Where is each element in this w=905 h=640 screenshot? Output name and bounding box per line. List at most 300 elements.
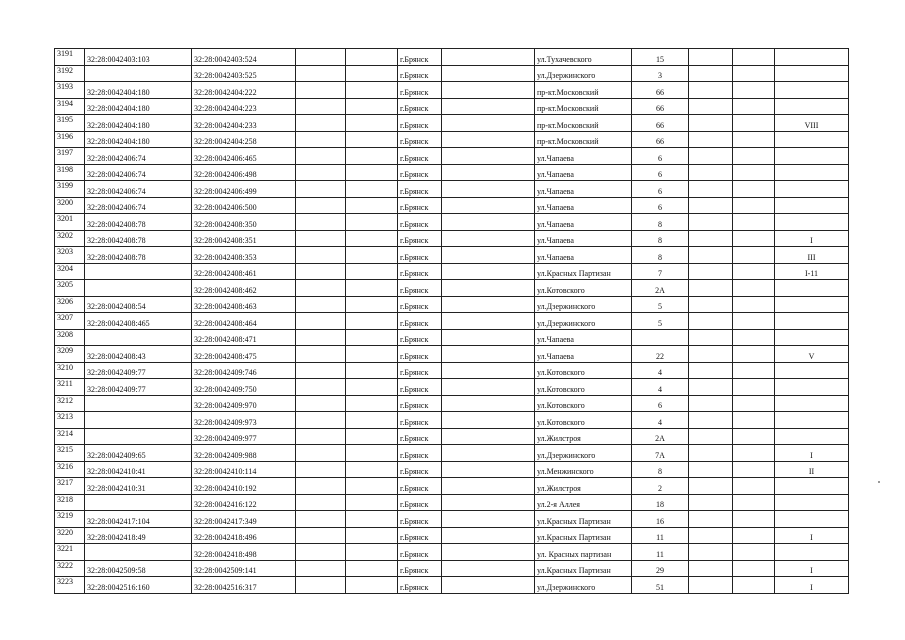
cell-row-number: 3202: [55, 230, 85, 247]
cell-premises-note: [775, 131, 849, 148]
cell-street: ул.Чапаева: [535, 197, 632, 214]
table-row: [55, 214, 849, 231]
cell-house-number: 2: [632, 478, 689, 495]
cell-cadastral-number: 32:28:0042417:349: [192, 511, 296, 528]
cell-street: ул.Дзержинского: [535, 577, 632, 594]
cell-empty: [733, 164, 775, 181]
cell-empty: [296, 544, 346, 561]
cell-cadastral-parent: 32:28:0042404:180: [85, 131, 192, 148]
cell-row-number: 3221: [55, 544, 85, 561]
cell-empty: [733, 313, 775, 330]
cell-empty: [296, 280, 346, 297]
table-row: [55, 115, 849, 132]
cell-row-number: 3204: [55, 263, 85, 280]
cell-empty: [442, 478, 535, 495]
cell-city: г.Брянск: [398, 511, 442, 528]
cell-empty: [689, 362, 733, 379]
cell-street: пр-кт.Московский: [535, 98, 632, 115]
cell-cadastral-number: 32:28:0042408:471: [192, 329, 296, 346]
cell-cadastral-number: 32:28:0042409:973: [192, 412, 296, 429]
cell-cadastral-number: 32:28:0042410:114: [192, 461, 296, 478]
cell-cadastral-parent: [85, 280, 192, 297]
cell-city: г.Брянск: [398, 379, 442, 396]
cell-cadastral-number: 32:28:0042403:525: [192, 65, 296, 82]
cell-cadastral-parent: [85, 329, 192, 346]
table-row: [55, 461, 849, 478]
cell-empty: [733, 329, 775, 346]
cell-house-number: 11: [632, 527, 689, 544]
cell-empty: [689, 296, 733, 313]
cell-street: ул.Красных Партизан: [535, 527, 632, 544]
table-row: [55, 247, 849, 264]
cell-empty: [689, 197, 733, 214]
cell-empty: [442, 560, 535, 577]
cell-empty: [442, 346, 535, 363]
cell-city: г.Брянск: [398, 362, 442, 379]
cell-street: пр-кт.Московский: [535, 115, 632, 132]
cell-city: г.Брянск: [398, 412, 442, 429]
property-registry-table: [54, 48, 849, 594]
cell-cadastral-number: 32:28:0042404:223: [192, 98, 296, 115]
cell-cadastral-parent: 32:28:0042418:49: [85, 527, 192, 544]
cell-premises-note: [775, 98, 849, 115]
cell-empty: [296, 577, 346, 594]
cell-empty: [296, 560, 346, 577]
cell-city: г.Брянск: [398, 346, 442, 363]
cell-premises-note: [775, 494, 849, 511]
cell-empty: [442, 313, 535, 330]
table-body: [55, 49, 849, 594]
table-row: [55, 445, 849, 462]
cell-empty: [346, 577, 398, 594]
cell-city: г.Брянск: [398, 428, 442, 445]
cell-empty: [346, 148, 398, 165]
cell-premises-note: [775, 544, 849, 561]
table-row: [55, 412, 849, 429]
cell-cadastral-number: 32:28:0042403:524: [192, 49, 296, 66]
cell-cadastral-number: 32:28:0042406:498: [192, 164, 296, 181]
cell-cadastral-number: 32:28:0042408:461: [192, 263, 296, 280]
table-row: [55, 131, 849, 148]
cell-premises-note: [775, 395, 849, 412]
cell-empty: [689, 230, 733, 247]
cell-city: г.Брянск: [398, 148, 442, 165]
cell-row-number: 3219: [55, 511, 85, 528]
cell-empty: [689, 577, 733, 594]
cell-empty: [346, 115, 398, 132]
cell-empty: [346, 98, 398, 115]
cell-street: ул.Котовского: [535, 379, 632, 396]
cell-cadastral-parent: 32:28:0042410:41: [85, 461, 192, 478]
cell-cadastral-number: 32:28:0042404:222: [192, 82, 296, 99]
cell-city: г.Брянск: [398, 131, 442, 148]
cell-house-number: 6: [632, 148, 689, 165]
cell-city: г.Брянск: [398, 263, 442, 280]
cell-empty: [733, 230, 775, 247]
cell-premises-note: [775, 379, 849, 396]
cell-empty: [346, 82, 398, 99]
cell-city: г.Брянск: [398, 478, 442, 495]
cell-empty: [733, 296, 775, 313]
cell-street: ул.Чапаева: [535, 164, 632, 181]
cell-city: г.Брянск: [398, 115, 442, 132]
cell-empty: [689, 181, 733, 198]
cell-row-number: 3195: [55, 115, 85, 132]
cell-street: ул.Котовского: [535, 395, 632, 412]
cell-cadastral-number: 32:28:0042410:192: [192, 478, 296, 495]
cell-empty: [689, 395, 733, 412]
cell-empty: [442, 181, 535, 198]
cell-row-number: 3193: [55, 82, 85, 99]
cell-city: г.Брянск: [398, 560, 442, 577]
cell-premises-note: I: [775, 577, 849, 594]
cell-empty: [296, 247, 346, 264]
table-row: [55, 494, 849, 511]
table-row: [55, 98, 849, 115]
cell-empty: [442, 49, 535, 66]
cell-house-number: 4: [632, 362, 689, 379]
cell-street: пр-кт.Московский: [535, 82, 632, 99]
cell-empty: [346, 560, 398, 577]
cell-row-number: 3223: [55, 577, 85, 594]
cell-cadastral-parent: [85, 395, 192, 412]
cell-premises-note: [775, 428, 849, 445]
cell-empty: [689, 527, 733, 544]
cell-empty: [296, 214, 346, 231]
cell-house-number: 5: [632, 296, 689, 313]
cell-premises-note: III: [775, 247, 849, 264]
cell-house-number: 8: [632, 461, 689, 478]
cell-cadastral-parent: 32:28:0042516:160: [85, 577, 192, 594]
cell-premises-note: [775, 280, 849, 297]
cell-empty: [442, 379, 535, 396]
table-row: [55, 164, 849, 181]
table-row: [55, 544, 849, 561]
table-row: [55, 49, 849, 66]
cell-empty: [442, 395, 535, 412]
cell-empty: [296, 164, 346, 181]
cell-empty: [442, 494, 535, 511]
cell-empty: [442, 115, 535, 132]
cell-empty: [296, 98, 346, 115]
table-row: [55, 560, 849, 577]
cell-empty: [689, 379, 733, 396]
cell-premises-note: [775, 181, 849, 198]
cell-house-number: 66: [632, 131, 689, 148]
cell-premises-note: [775, 296, 849, 313]
cell-cadastral-number: 32:28:0042409:970: [192, 395, 296, 412]
cell-street: ул.Дзержинского: [535, 65, 632, 82]
cell-empty: [296, 49, 346, 66]
cell-empty: [689, 478, 733, 495]
cell-house-number: 4: [632, 412, 689, 429]
cell-cadastral-parent: [85, 65, 192, 82]
cell-street: ул.Дзержинского: [535, 296, 632, 313]
cell-premises-note: [775, 197, 849, 214]
cell-row-number: 3213: [55, 412, 85, 429]
cell-empty: [689, 49, 733, 66]
cell-cadastral-parent: 32:28:0042406:74: [85, 164, 192, 181]
cell-empty: [296, 230, 346, 247]
cell-empty: [442, 247, 535, 264]
cell-cadastral-parent: 32:28:0042509:58: [85, 560, 192, 577]
table-row: [55, 362, 849, 379]
cell-empty: [296, 313, 346, 330]
cell-street: ул.Чапаева: [535, 247, 632, 264]
cell-empty: [733, 131, 775, 148]
cell-city: г.Брянск: [398, 82, 442, 99]
cell-empty: [689, 494, 733, 511]
cell-house-number: 6: [632, 395, 689, 412]
cell-empty: [689, 98, 733, 115]
cell-empty: [689, 131, 733, 148]
cell-empty: [296, 428, 346, 445]
cell-house-number: 4: [632, 379, 689, 396]
table-row: [55, 577, 849, 594]
cell-empty: [346, 511, 398, 528]
cell-empty: [296, 412, 346, 429]
cell-empty: [442, 329, 535, 346]
cell-city: г.Брянск: [398, 49, 442, 66]
cell-house-number: 11: [632, 544, 689, 561]
cell-street: ул.Чапаева: [535, 214, 632, 231]
cell-cadastral-parent: 32:28:0042406:74: [85, 148, 192, 165]
cell-empty: [733, 379, 775, 396]
cell-empty: [346, 230, 398, 247]
cell-premises-note: [775, 164, 849, 181]
cell-empty: [689, 82, 733, 99]
cell-empty: [689, 214, 733, 231]
cell-cadastral-number: 32:28:0042408:351: [192, 230, 296, 247]
cell-empty: [346, 329, 398, 346]
cell-empty: [733, 263, 775, 280]
table-row: [55, 197, 849, 214]
cell-empty: [442, 214, 535, 231]
cell-empty: [296, 527, 346, 544]
table-row: [55, 527, 849, 544]
cell-premises-note: [775, 148, 849, 165]
cell-house-number: 66: [632, 82, 689, 99]
cell-street: ул.Чапаева: [535, 148, 632, 165]
cell-empty: [296, 346, 346, 363]
cell-cadastral-parent: 32:28:0042403:103: [85, 49, 192, 66]
cell-house-number: 15: [632, 49, 689, 66]
cell-empty: [442, 82, 535, 99]
cell-street: ул.Котовского: [535, 412, 632, 429]
cell-cadastral-number: 32:28:0042409:746: [192, 362, 296, 379]
cell-row-number: 3197: [55, 148, 85, 165]
cell-empty: [346, 395, 398, 412]
cell-cadastral-parent: 32:28:0042408:54: [85, 296, 192, 313]
cell-empty: [346, 412, 398, 429]
cell-premises-note: [775, 65, 849, 82]
cell-street: ул.Тухачевского: [535, 49, 632, 66]
cell-cadastral-number: 32:28:0042408:463: [192, 296, 296, 313]
cell-empty: [442, 263, 535, 280]
cell-empty: [442, 527, 535, 544]
cell-empty: [733, 511, 775, 528]
table-row: [55, 65, 849, 82]
cell-empty: [346, 461, 398, 478]
cell-house-number: 6: [632, 197, 689, 214]
cell-street: ул.Жилстроя: [535, 428, 632, 445]
cell-cadastral-number: 32:28:0042418:498: [192, 544, 296, 561]
cell-row-number: 3208: [55, 329, 85, 346]
cell-row-number: 3194: [55, 98, 85, 115]
cell-city: г.Брянск: [398, 313, 442, 330]
cell-empty: [346, 280, 398, 297]
cell-row-number: 3192: [55, 65, 85, 82]
cell-empty: [689, 148, 733, 165]
cell-cadastral-number: 32:28:0042516:317: [192, 577, 296, 594]
cell-empty: [442, 461, 535, 478]
cell-empty: [296, 478, 346, 495]
cell-cadastral-parent: 32:28:0042406:74: [85, 181, 192, 198]
cell-cadastral-number: 32:28:0042416:122: [192, 494, 296, 511]
cell-empty: [442, 131, 535, 148]
cell-empty: [346, 197, 398, 214]
cell-empty: [733, 65, 775, 82]
cell-street: ул.Чапаева: [535, 329, 632, 346]
cell-empty: [733, 197, 775, 214]
cell-cadastral-number: 32:28:0042418:496: [192, 527, 296, 544]
cell-house-number: 66: [632, 115, 689, 132]
cell-house-number: [632, 329, 689, 346]
cell-empty: [733, 82, 775, 99]
cell-cadastral-number: 32:28:0042406:500: [192, 197, 296, 214]
cell-empty: [442, 544, 535, 561]
cell-cadastral-parent: 32:28:0042409:65: [85, 445, 192, 462]
cell-premises-note: I: [775, 527, 849, 544]
cell-empty: [346, 296, 398, 313]
cell-empty: [442, 577, 535, 594]
cell-row-number: 3215: [55, 445, 85, 462]
cell-empty: [296, 65, 346, 82]
cell-empty: [689, 65, 733, 82]
cell-cadastral-number: 32:28:0042408:464: [192, 313, 296, 330]
table-row: [55, 313, 849, 330]
cell-street: ул.Чапаева: [535, 230, 632, 247]
cell-empty: [296, 329, 346, 346]
cell-cadastral-number: 32:28:0042408:462: [192, 280, 296, 297]
cell-street: ул.Чапаева: [535, 181, 632, 198]
cell-city: г.Брянск: [398, 577, 442, 594]
cell-empty: [346, 49, 398, 66]
registry-sheet: [54, 48, 849, 594]
cell-street: ул.Красных Партизан: [535, 263, 632, 280]
cell-house-number: 51: [632, 577, 689, 594]
cell-street: ул.Чапаева: [535, 346, 632, 363]
cell-premises-note: [775, 49, 849, 66]
cell-empty: [346, 247, 398, 264]
cell-premises-note: I: [775, 560, 849, 577]
cell-premises-note: [775, 478, 849, 495]
cell-empty: [689, 544, 733, 561]
cell-empty: [733, 247, 775, 264]
cell-empty: [346, 164, 398, 181]
cell-empty: [346, 131, 398, 148]
cell-empty: [733, 478, 775, 495]
cell-cadastral-number: 32:28:0042409:988: [192, 445, 296, 462]
cell-street: ул.2-я Аллея: [535, 494, 632, 511]
cell-cadastral-parent: 32:28:0042404:180: [85, 82, 192, 99]
cell-city: г.Брянск: [398, 164, 442, 181]
cell-row-number: 3203: [55, 247, 85, 264]
cell-house-number: 3: [632, 65, 689, 82]
cell-empty: [346, 214, 398, 231]
cell-cadastral-number: 32:28:0042408:350: [192, 214, 296, 231]
cell-empty: [442, 230, 535, 247]
cell-empty: [346, 428, 398, 445]
cell-premises-note: [775, 511, 849, 528]
cell-row-number: 3200: [55, 197, 85, 214]
cell-city: г.Брянск: [398, 214, 442, 231]
cell-city: г.Брянск: [398, 197, 442, 214]
cell-empty: [689, 115, 733, 132]
cell-street: ул.Дзержинского: [535, 313, 632, 330]
cell-empty: [346, 544, 398, 561]
cell-empty: [733, 577, 775, 594]
cell-street: ул. Красных партизан: [535, 544, 632, 561]
table-row: [55, 329, 849, 346]
cell-house-number: 5: [632, 313, 689, 330]
cell-premises-note: [775, 214, 849, 231]
cell-cadastral-parent: [85, 412, 192, 429]
cell-premises-note: [775, 82, 849, 99]
cell-city: г.Брянск: [398, 65, 442, 82]
cell-empty: [733, 428, 775, 445]
cell-empty: [689, 280, 733, 297]
cell-house-number: 2А: [632, 280, 689, 297]
table-row: [55, 181, 849, 198]
cell-cadastral-number: 32:28:0042404:233: [192, 115, 296, 132]
cell-empty: [346, 362, 398, 379]
cell-cadastral-number: 32:28:0042406:465: [192, 148, 296, 165]
cell-empty: [733, 148, 775, 165]
cell-empty: [296, 197, 346, 214]
cell-empty: [733, 280, 775, 297]
cell-empty: [296, 82, 346, 99]
cell-city: г.Брянск: [398, 280, 442, 297]
cell-row-number: 3212: [55, 395, 85, 412]
cell-empty: [689, 263, 733, 280]
cell-empty: [442, 98, 535, 115]
cell-empty: [346, 445, 398, 462]
cell-house-number: 6: [632, 181, 689, 198]
cell-street: ул.Дзержинского: [535, 445, 632, 462]
cell-row-number: 3217: [55, 478, 85, 495]
cell-empty: [442, 197, 535, 214]
cell-empty: [689, 164, 733, 181]
cell-empty: [733, 527, 775, 544]
cell-empty: [442, 148, 535, 165]
cell-premises-note: I: [775, 445, 849, 462]
cell-empty: [296, 461, 346, 478]
cell-house-number: 18: [632, 494, 689, 511]
cell-premises-note: [775, 412, 849, 429]
cell-row-number: 3218: [55, 494, 85, 511]
cell-house-number: 7: [632, 263, 689, 280]
cell-empty: [733, 494, 775, 511]
cell-row-number: 3211: [55, 379, 85, 396]
cell-row-number: 3209: [55, 346, 85, 363]
table-row: [55, 346, 849, 363]
cell-empty: [689, 461, 733, 478]
cell-cadastral-parent: 32:28:0042404:180: [85, 98, 192, 115]
cell-cadastral-number: 32:28:0042408:475: [192, 346, 296, 363]
cell-empty: [442, 164, 535, 181]
cell-street: ул.Красных Партизан: [535, 560, 632, 577]
